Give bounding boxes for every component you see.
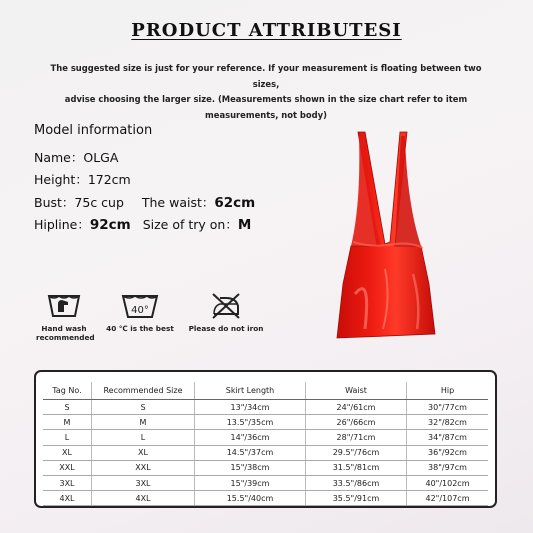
cell-recommended-size: XL [92,445,195,460]
header-hip: Hip [407,382,489,400]
wash-temperature: 40° [131,305,149,316]
header-recommended-size: Recommended Size [92,382,195,400]
wash-40-icon [120,290,160,320]
cell-skirt-length: 14.5"/37cm [195,445,306,460]
cell-waist: 28"/71cm [306,430,407,445]
cell-skirt-length: 14"/36cm [195,430,306,445]
header-waist: Waist [306,382,407,400]
model-bust: Bust：75c cup [34,195,124,210]
care-label: Please do not iron [188,324,264,333]
size-table-body [43,400,488,506]
care-label: Hand wash [41,324,87,333]
cell-hip: 30"/77cm [407,400,489,415]
table-row [43,491,488,506]
care-wash-40 [104,290,176,333]
cell-tag-no: S [43,400,92,415]
page-title: PRODUCT ATTRIBUTESI [131,20,402,41]
cell-tag-no: L [43,430,92,445]
product-dress-image [325,124,475,346]
cell-skirt-length: 15"/38cm [195,460,306,475]
cell-recommended-size: XXL [92,460,195,475]
cell-hip: 42"/107cm [407,491,489,506]
cell-waist: 26"/66cm [306,415,407,430]
hand-wash-icon [46,290,82,320]
cell-skirt-length: 15"/39cm [195,475,306,490]
model-name: Name：OLGA [34,150,119,165]
cell-waist: 33.5"/86cm [306,475,407,490]
model-height: Height：172cm [34,172,131,187]
table-row [43,445,488,460]
cell-recommended-size: 3XL [92,475,195,490]
size-advice-text [36,61,496,123]
cell-tag-no: M [43,415,92,430]
cell-waist: 29.5"/76cm [306,445,407,460]
model-hipline-label: Hipline： [34,217,90,232]
size-table [43,382,488,506]
cell-skirt-length: 15.5"/40cm [195,491,306,506]
table-row [43,475,488,490]
cell-tag-no: XXL [43,460,92,475]
cell-tag-no: 3XL [43,475,92,490]
table-row [43,460,488,475]
care-label: recommended [36,333,95,342]
cell-recommended-size: M [92,415,195,430]
cell-recommended-size: 4XL [92,491,195,506]
cell-waist: 35.5"/91cm [306,491,407,506]
care-hand-wash [36,290,95,342]
cell-hip: 38"/97cm [407,460,489,475]
cell-hip: 34"/87cm [407,430,489,445]
size-advice-line: The suggested size is just for your reference. If your measurement is floating between two sizes, [50,63,482,89]
model-hip-row [34,215,251,233]
header-tag-no: Tag No. [43,382,92,400]
model-info-heading: Model information [34,123,153,138]
table-header-row [43,382,488,400]
model-tryon-label: Size of try on： [142,217,238,232]
cell-tag-no: 4XL [43,491,92,506]
model-hipline-value: 92cm [89,217,131,233]
size-advice-line: measurements, not body) [205,109,327,120]
size-advice-line: advise choosing the larger size. (Measurements shown in the size chart refer to item [64,94,468,104]
cell-skirt-length: 13"/34cm [195,400,306,415]
table-row [43,400,488,415]
table-row [43,415,488,430]
cell-hip: 40"/102cm [407,475,489,490]
table-row [43,430,488,445]
cell-hip: 36"/92cm [407,445,489,460]
cell-tag-no: XL [43,445,92,460]
size-chart [34,370,497,508]
no-iron-icon [208,290,244,320]
cell-waist: 24"/61cm [306,400,407,415]
cell-waist: 31.5"/81cm [306,460,407,475]
cell-hip: 32"/82cm [407,415,489,430]
model-tryon-value: M [237,217,252,233]
model-waist-value: 62cm [214,195,256,211]
cell-recommended-size: S [92,400,195,415]
cell-skirt-length: 13.5"/35cm [195,415,306,430]
model-measurements-row [34,193,255,211]
cell-recommended-size: L [92,430,195,445]
care-label: 40 ℃ is the best [106,324,174,333]
header-skirt-length: Skirt Length [195,382,306,400]
model-waist-label: The waist： [141,195,215,210]
care-no-iron [188,290,264,333]
